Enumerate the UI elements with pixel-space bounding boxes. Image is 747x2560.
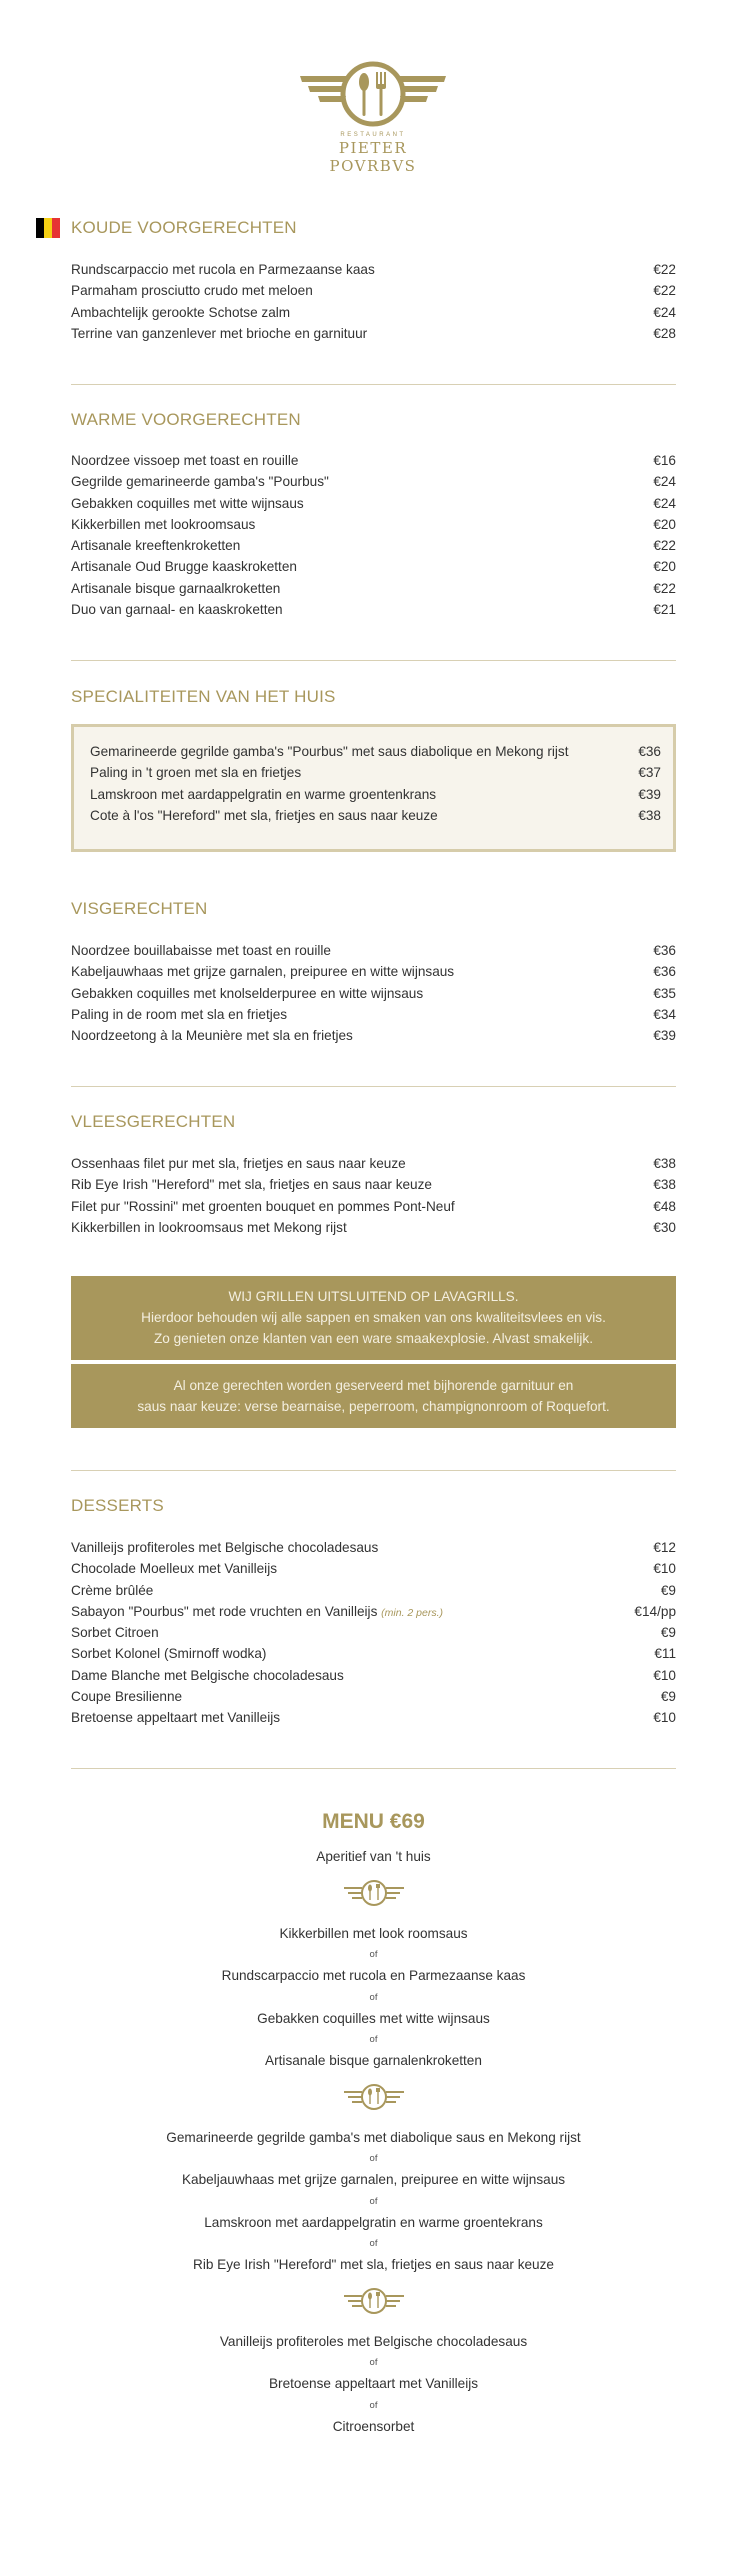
item-price: €34	[653, 1006, 676, 1022]
item-name: Noordzee vissoep met toast en rouille	[71, 453, 299, 468]
item-price: €16	[653, 453, 676, 468]
item-price: €36	[653, 943, 676, 958]
menu-item	[71, 1625, 676, 1646]
set-menu-title: MENU €69	[322, 1810, 425, 1833]
item-name: Crème brûlée	[71, 1582, 154, 1598]
item-price: €20	[653, 516, 676, 532]
menu-item	[71, 262, 676, 283]
item-name: Paling in 't groen met sla en frietjes	[90, 765, 302, 781]
item-name-text: Sabayon "Pourbus" met rode vruchten en Vanilleijs	[71, 1603, 378, 1619]
item-name: Duo van garnaal- en kaaskroketten	[71, 602, 283, 618]
menu-item	[71, 1561, 676, 1582]
section-title-vis: VISGERECHTEN	[71, 899, 208, 918]
menu-item	[71, 559, 676, 580]
item-name: Filet pur "Rossini" met groenten bouquet en pommes Pont-Neuf	[71, 1198, 455, 1214]
item-name: Sorbet Kolonel (Smirnoff wodka)	[71, 1646, 267, 1662]
item-price: €28	[653, 325, 676, 341]
menu-item	[71, 538, 676, 559]
item-price: €22	[653, 580, 676, 596]
menu-item	[71, 1156, 676, 1177]
menu-aperitif: Aperitief van 't huis	[316, 1849, 431, 1864]
menu-or: of	[369, 1949, 378, 1960]
item-price: €14/pp	[634, 1603, 676, 1619]
menu-list-desserts	[71, 1540, 676, 1732]
menu-starter: Rundscarpaccio met rucola en Parmezaanse kaas	[221, 1968, 526, 1983]
item-price: €37	[638, 765, 661, 781]
menu-main: Gemarineerde gegrilde gamba's met diabolique saus en Mekong rijst	[166, 2129, 581, 2145]
menu-or: of	[369, 2034, 378, 2045]
item-name: Ossenhaas filet pur met sla, frietjes en saus naar keuze	[71, 1156, 406, 1171]
menu-main: Kabeljauwhaas met grijze garnalen, preipuree en witte wijnsaus	[181, 2172, 566, 2187]
item-name: Noordzee bouillabaisse met toast en rouille	[71, 943, 331, 958]
item-name: Chocolade Moelleux met Vanilleijs	[71, 1561, 278, 1577]
item-price: €12	[653, 1540, 676, 1555]
section-divider	[71, 1086, 676, 1087]
item-name: Lamskroon met aardappelgratin en warme groentenkrans	[90, 786, 437, 802]
cutlery-wings-icon	[342, 2082, 406, 2112]
item-price: €9	[660, 1582, 676, 1598]
menu-item	[71, 474, 676, 495]
item-price: €24	[653, 304, 676, 320]
menu-item	[90, 787, 661, 808]
banner-text: saus naar keuze: verse bearnaise, peperroom, champignonroom of Roquefort.	[137, 1399, 610, 1414]
item-name: Paling in de room met sla en frietjes	[71, 1006, 288, 1022]
banner-text: Hierdoor behouden wij alle sappen en smaken van ons kwaliteitsvlees en vis.	[141, 1310, 606, 1325]
item-name: Kabeljauwhaas met grijze garnalen, preipuree en witte wijnsaus	[71, 964, 455, 980]
banner-text: Zo genieten onze klanten van een ware smaakexplosie. Alvast smakelijk.	[153, 1331, 593, 1346]
menu-or: of	[369, 1991, 378, 2003]
cutlery-wings-icon	[342, 1878, 406, 1908]
set-menu	[0, 1810, 747, 2437]
item-price: €48	[653, 1198, 676, 1214]
item-name: Artisanale Oud Brugge kaaskroketten	[71, 559, 297, 575]
item-price: €24	[653, 495, 676, 511]
section-divider	[71, 1470, 676, 1471]
menu-item	[90, 744, 661, 765]
menu-starter: Kikkerbillen met look roomsaus	[279, 1925, 468, 1941]
item-name: Kikkerbillen in lookroomsaus met Mekong rijst	[71, 1219, 347, 1235]
menu-dessert: Vanilleijs profiteroles met Belgische chocoladesaus	[219, 2333, 528, 2349]
logo-subtitle: RESTAURANT	[340, 132, 406, 138]
item-name: Parmaham prosciutto crudo met meloen	[71, 283, 313, 299]
menu-item	[71, 517, 676, 538]
menu-main: Rib Eye Irish "Hereford" met sla, frietjes en saus naar keuze	[193, 2257, 554, 2272]
item-price: €24	[653, 474, 676, 490]
menu-item	[71, 1220, 676, 1241]
item-name: Ambachtelijk gerookte Schotse zalm	[71, 304, 291, 320]
item-price: €38	[653, 1177, 676, 1193]
item-price: €38	[653, 1156, 676, 1171]
menu-or: of	[369, 2195, 378, 2207]
menu-or: of	[369, 2357, 378, 2368]
item-name: Gebakken coquilles met knolselderpuree en witte wijnsaus	[71, 985, 424, 1001]
item-price: €38	[638, 807, 661, 823]
menu-item	[71, 1646, 676, 1667]
menu-item	[71, 964, 676, 985]
item-name: Dame Blanche met Belgische chocoladesaus	[71, 1667, 344, 1683]
item-name: Gebakken coquilles met witte wijnsaus	[71, 495, 304, 511]
section-title-koude: KOUDE VOORGERECHTEN	[71, 218, 297, 237]
menu-item	[71, 305, 676, 326]
item-price: €10	[653, 1710, 676, 1726]
menu-or: of	[369, 2238, 378, 2249]
section-title-vlees: VLEESGERECHTEN	[71, 1112, 236, 1131]
cutlery-wings-icon	[342, 2286, 406, 2316]
menu-list-vis	[71, 943, 676, 1049]
item-price: €22	[653, 262, 676, 277]
menu-dessert: Citroensorbet	[332, 2418, 415, 2434]
section-title-warme: WARME VOORGERECHTEN	[71, 410, 301, 429]
item-price: €36	[638, 744, 661, 759]
banner-text: Al onze gerechten worden geserveerd met bijhorende garnituur en	[173, 1378, 574, 1393]
item-name: Artisanale kreeftenkroketten	[71, 538, 241, 554]
menu-or: of	[369, 2153, 378, 2164]
menu-item	[71, 1689, 676, 1710]
menu-item	[71, 1604, 676, 1625]
item-price: €39	[653, 1028, 676, 1044]
item-price: €30	[653, 1219, 676, 1235]
item-price: €10	[653, 1667, 676, 1683]
item-name: Kikkerbillen met lookroomsaus	[71, 516, 256, 532]
item-name: Coupe Bresilienne	[71, 1689, 183, 1705]
item-note: (min. 2 pers.)	[381, 1606, 444, 1619]
section-title-desserts: DESSERTS	[71, 1496, 164, 1515]
item-price: €20	[653, 559, 676, 575]
menu-item	[71, 326, 676, 347]
item-name: Artisanale bisque garnaalkroketten	[71, 580, 281, 596]
item-price: €39	[638, 786, 661, 802]
item-name: Rib Eye Irish "Hereford" met sla, frietjes en saus naar keuze	[71, 1177, 432, 1193]
menu-item	[71, 986, 676, 1007]
lavagrill-banner	[71, 1276, 676, 1360]
section-divider	[71, 384, 676, 385]
item-name: Sorbet Citroen	[71, 1625, 159, 1641]
menu-main: Lamskroon met aardappelgratin en warme groentekrans	[204, 2214, 543, 2230]
menu-item	[90, 765, 661, 786]
item-name: Noordzeetong à la Meunière met sla en frietjes	[71, 1028, 353, 1044]
item-price: €9	[660, 1625, 676, 1641]
section-divider	[71, 1768, 676, 1769]
item-price: €35	[653, 985, 676, 1001]
item-price: €21	[653, 602, 676, 618]
menu-item	[71, 1007, 676, 1028]
cutlery-wings-icon	[296, 58, 450, 130]
banner-heading: WIJ GRILLEN UITSLUITEND OP LAVAGRILLS.	[228, 1289, 519, 1304]
item-name: Cote à l'os "Hereford" met sla, frietjes en saus naar keuze	[90, 807, 438, 823]
menu-item	[71, 453, 676, 474]
specialties-box	[71, 724, 676, 852]
menu-item	[71, 943, 676, 964]
menu-dessert: Bretoense appeltaart met Vanilleijs	[268, 2376, 479, 2391]
menu-list-warme	[71, 453, 676, 623]
item-name	[71, 1604, 443, 1619]
section-divider	[71, 660, 676, 661]
menu-starter: Artisanale bisque garnalenkroketten	[265, 2053, 482, 2068]
restaurant-logo	[296, 58, 450, 175]
section-title-special: SPECIALITEITEN VAN HET HUIS	[71, 687, 336, 706]
item-name: Rundscarpaccio met rucola en Parmezaanse kaas	[71, 262, 375, 277]
menu-item	[71, 283, 676, 304]
menu-item	[71, 1710, 676, 1731]
menu-item	[71, 1668, 676, 1689]
menu-item	[71, 1177, 676, 1198]
menu-item	[71, 1540, 676, 1561]
menu-list-vlees	[71, 1156, 676, 1241]
sauce-banner	[71, 1364, 676, 1428]
menu-or: of	[369, 2399, 378, 2411]
menu-item	[71, 1199, 676, 1220]
menu-item	[71, 602, 676, 623]
menu-item	[71, 496, 676, 517]
menu-list-koude	[71, 262, 676, 347]
item-price: €11	[654, 1646, 676, 1662]
item-price: €36	[653, 964, 676, 980]
item-name: Gemarineerde gegrilde gamba's "Pourbus" met saus diabolique en Mekong rijst	[90, 744, 569, 759]
logo-name: PIETER POVRBVS	[329, 139, 417, 175]
menu-starter: Gebakken coquilles met witte wijnsaus	[257, 2010, 490, 2026]
item-price: €22	[653, 283, 676, 299]
menu-item	[71, 581, 676, 602]
item-name: Bretoense appeltaart met Vanilleijs	[71, 1710, 281, 1726]
belgian-flag-icon	[36, 218, 60, 238]
item-price: €9	[660, 1689, 676, 1705]
item-price: €10	[653, 1561, 676, 1577]
item-name: Vanilleijs profiteroles met Belgische chocoladesaus	[71, 1540, 379, 1555]
menu-item	[71, 1028, 676, 1049]
item-name: Gegrilde gemarineerde gamba's "Pourbus"	[71, 474, 329, 490]
item-price: €22	[653, 538, 676, 554]
item-name: Terrine van ganzenlever met brioche en garnituur	[71, 325, 368, 341]
menu-item	[90, 808, 661, 829]
menu-item	[71, 1583, 676, 1604]
